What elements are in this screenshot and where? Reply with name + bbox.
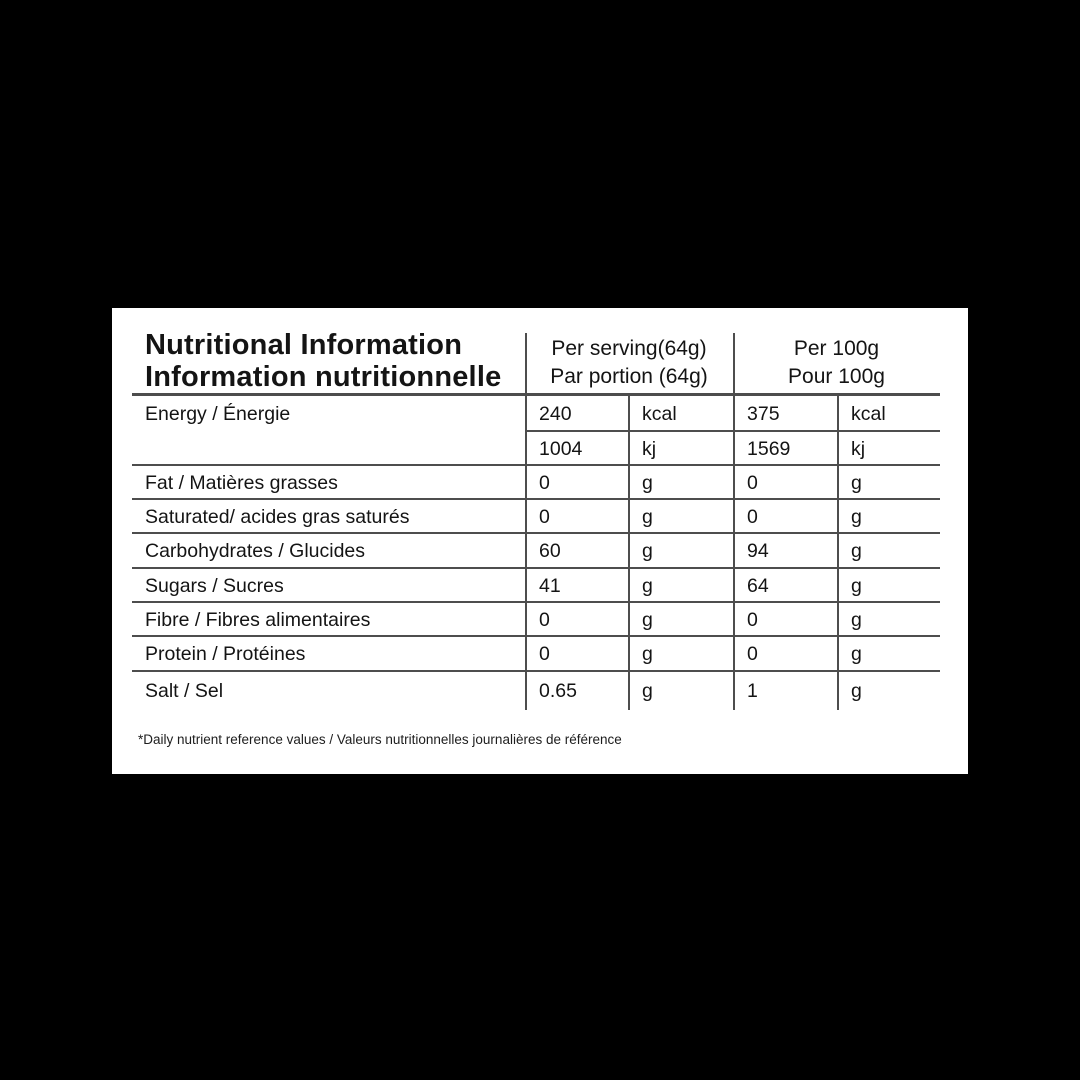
serving-unit: g (642, 540, 653, 562)
serving-value: 60 (539, 540, 561, 562)
per-serving-label-en: Per serving(64g) (551, 337, 707, 360)
header-divider (733, 333, 735, 393)
table-body (132, 396, 940, 710)
per100-value: 1 (747, 679, 758, 702)
table-row-carbohydrates (132, 534, 940, 569)
table-header (132, 308, 940, 396)
column-divider (628, 396, 630, 710)
serving-unit: g (642, 471, 653, 494)
serving-value: 0.65 (539, 679, 577, 702)
per100-unit: g (851, 679, 862, 702)
table-row-energy-kcal (132, 396, 940, 432)
serving-value: 0 (539, 608, 550, 631)
serving-unit: kcal (642, 402, 677, 425)
per-100g-label-fr: Pour 100g (788, 365, 885, 388)
row-divider (132, 635, 940, 637)
table-row-saturated (132, 500, 940, 534)
serving-unit: g (642, 643, 653, 665)
card-title-line1: Nutritional Information (145, 329, 463, 361)
row-divider (132, 567, 940, 569)
column-divider (525, 396, 527, 710)
table-row-fat (132, 466, 940, 500)
column-divider (733, 396, 735, 710)
header-divider (525, 333, 527, 393)
row-divider (132, 601, 940, 603)
row-divider (132, 532, 940, 534)
per100-value: 64 (747, 574, 769, 597)
row-label: Sugars / Sucres (145, 574, 284, 597)
per100-unit: kcal (851, 402, 886, 425)
per100-unit: g (851, 505, 862, 528)
serving-unit: g (642, 608, 653, 631)
row-divider (132, 670, 940, 672)
per100-unit: g (851, 540, 862, 562)
row-label: Energy / Énergie (145, 402, 291, 425)
column-header-per-serving (525, 308, 733, 393)
row-label: Carbohydrates / Glucides (145, 540, 366, 562)
card-title-line2: Information nutritionnelle (145, 361, 502, 393)
serving-value: 1004 (539, 437, 583, 460)
serving-unit: g (642, 505, 653, 528)
nutrition-table (132, 308, 940, 774)
column-header-per-100g (733, 308, 940, 393)
row-label: Saturated/ acides gras saturés (145, 505, 410, 528)
row-label: Fat / Matières grasses (145, 471, 338, 494)
serving-unit: g (642, 679, 653, 702)
table-row-energy-kj (132, 432, 940, 466)
per-100g-label-en: Per 100g (793, 337, 880, 360)
per-serving-label-fr: Par portion (64g) (550, 365, 708, 388)
table-row-fibre (132, 603, 940, 637)
per100-value: 0 (747, 505, 758, 528)
table-row-protein (132, 637, 940, 672)
table-row-sugars (132, 569, 940, 603)
card-title (132, 308, 525, 393)
serving-value: 0 (539, 643, 550, 665)
serving-value: 0 (539, 505, 550, 528)
per100-value: 0 (747, 643, 758, 665)
per100-unit: g (851, 574, 862, 597)
per100-value: 0 (747, 471, 758, 494)
row-divider (132, 464, 940, 466)
per100-value: 1569 (747, 437, 791, 460)
footnote: *Daily nutrient reference values / Valeurs nutritionnelles journalières de référence (138, 732, 622, 747)
column-divider (837, 396, 839, 710)
per100-unit: g (851, 608, 862, 631)
nutrition-card (112, 308, 968, 774)
table-row-salt (132, 672, 940, 710)
row-divider (132, 498, 940, 500)
serving-value: 240 (539, 402, 572, 425)
serving-unit: kj (642, 437, 657, 460)
serving-value: 0 (539, 471, 550, 494)
row-label: Protein / Protéines (145, 643, 306, 665)
per100-unit: g (851, 643, 862, 665)
per100-value: 94 (747, 540, 769, 562)
serving-value: 41 (539, 574, 561, 597)
per100-unit: g (851, 471, 862, 494)
per100-value: 0 (747, 608, 758, 631)
per100-unit: kj (851, 437, 866, 460)
row-label: Fibre / Fibres alimentaires (145, 608, 371, 631)
serving-unit: g (642, 574, 653, 597)
per100-value: 375 (747, 402, 780, 425)
row-label: Salt / Sel (145, 679, 224, 702)
